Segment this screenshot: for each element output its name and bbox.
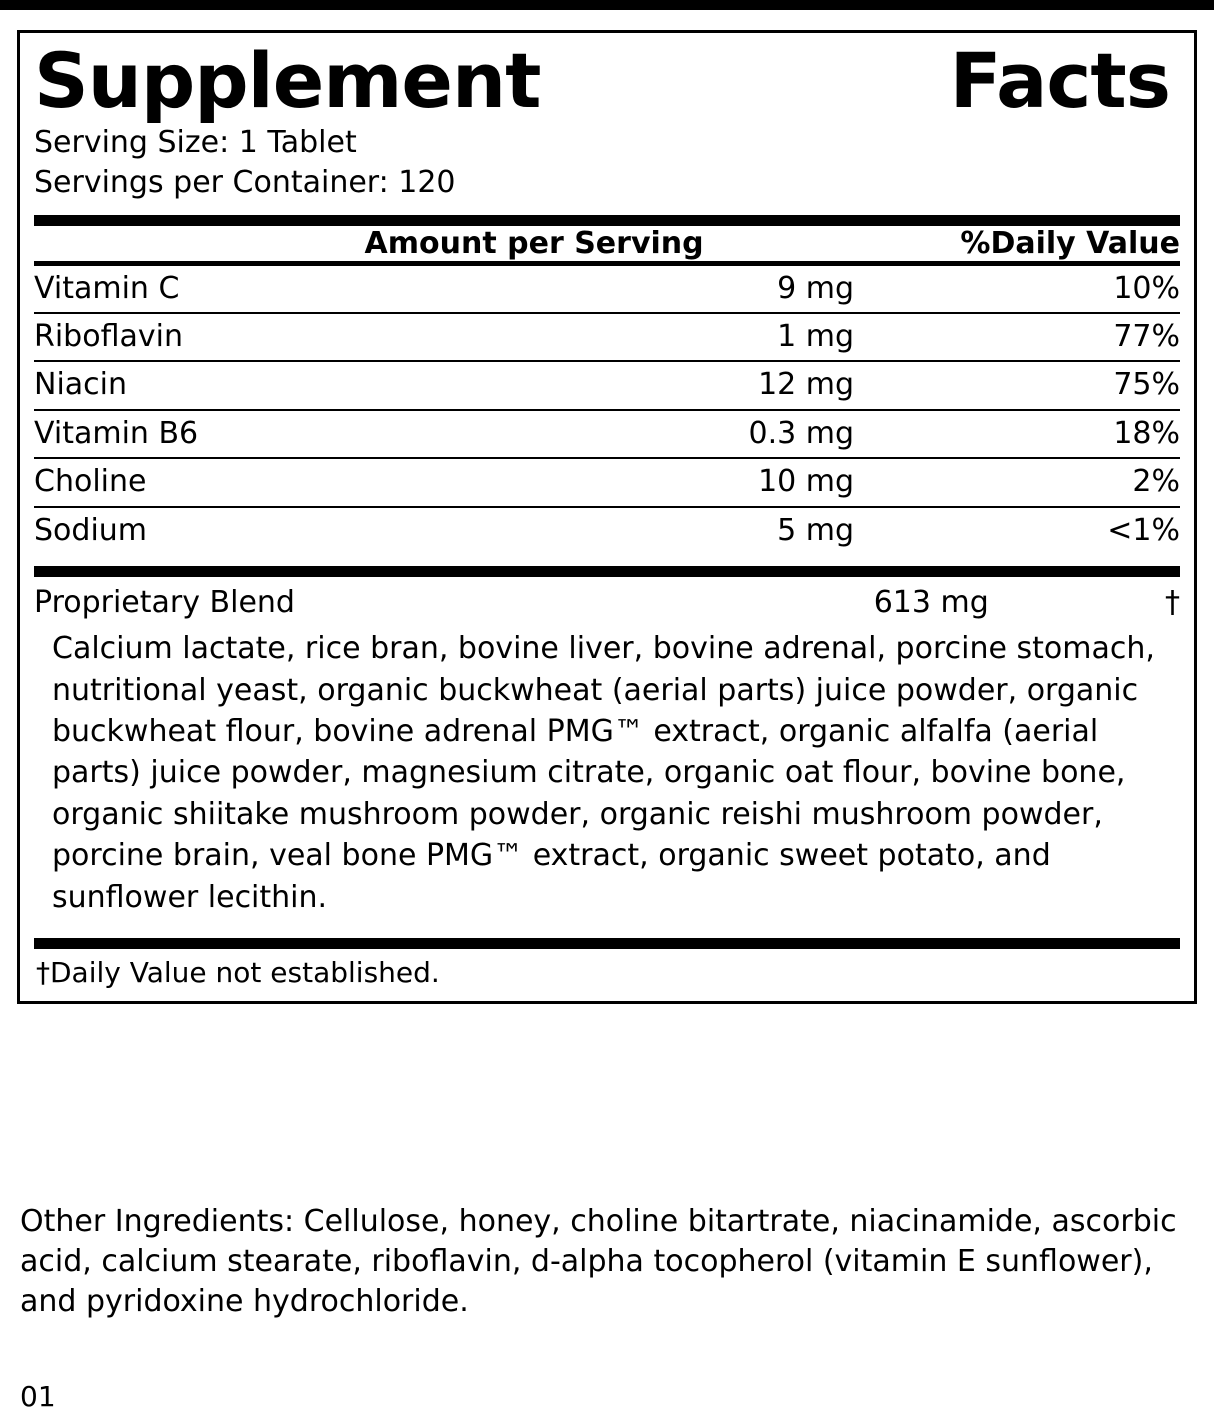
nutrient-name: Vitamin B6 <box>34 410 408 458</box>
revision-code: 01 <box>20 1380 56 1413</box>
blend-amount: 613 mg <box>873 584 989 620</box>
nutrient-name: Riboflavin <box>34 313 408 361</box>
table-row <box>34 410 1180 458</box>
divider-thick-top <box>34 215 1180 226</box>
nutrient-name: Sodium <box>34 512 148 548</box>
nutrient-daily-value: <1% <box>1107 512 1180 548</box>
servings-per-container: Servings per Container: 120 <box>34 164 456 200</box>
nutrient-daily-value: 10% <box>1014 266 1180 313</box>
blend-name: Proprietary Blend <box>34 584 295 620</box>
page-title-word-1: Supplement <box>34 36 541 125</box>
table-row <box>34 266 1180 313</box>
header-daily-value: %Daily Value <box>960 225 1180 261</box>
serving-size: Serving Size: 1 Tablet <box>34 124 357 160</box>
nutrient-daily-value: 2% <box>1014 458 1180 506</box>
divider-above-blend <box>34 566 1180 577</box>
page-title <box>34 36 1180 125</box>
nutrient-daily-value: 18% <box>1014 410 1180 458</box>
nutrient-amount: 10 mg <box>408 458 1014 506</box>
nutrient-daily-value: 77% <box>1014 313 1180 361</box>
blend-ingredients-list: Calcium lactate, rice bran, bovine liver, bovine adrenal, porcine stomach, nutritional yeast, organic buckwheat (aerial parts) juice powder, organic buckwheat flour, bovine adrenal PMG™ extract, organic alfalfa (aerial parts) juice powder, magnesium citrate, organic oat flour, bovine bone, organic shiitake mushroom powder, organic reishi mushroom powder, porcine brain, veal bone PMG™ extract, organic sweet potato, and sunflower lecithin. <box>52 631 1155 915</box>
nutrient-amount: 5 mg <box>777 512 855 548</box>
page-title-word-2: Facts <box>949 36 1170 125</box>
proprietary-blend-table <box>34 577 1180 626</box>
nutrient-daily-value: 75% <box>1014 361 1180 409</box>
nutrition-table <box>34 226 1180 261</box>
nutrient-name: Niacin <box>34 361 408 409</box>
table-row <box>34 313 1180 361</box>
table-row-blend <box>34 577 1180 626</box>
top-black-bar <box>0 0 1214 10</box>
header-amount-per-serving: Amount per Serving <box>364 225 704 261</box>
nutrient-name: Choline <box>34 458 408 506</box>
daily-value-footnote: †Daily Value not established. <box>36 956 440 990</box>
facts-panel <box>17 30 1197 1004</box>
table-row <box>34 458 1180 506</box>
nutrient-amount: 12 mg <box>408 361 1014 409</box>
blend-daily-value: † <box>1165 584 1180 620</box>
nutrient-amount: 1 mg <box>408 313 1014 361</box>
nutrient-amount: 0.3 mg <box>408 410 1014 458</box>
nutrient-amount: 9 mg <box>408 266 1014 313</box>
nutrient-rows-table <box>34 266 1180 554</box>
nutrient-name: Vitamin C <box>34 266 408 313</box>
table-row <box>34 361 1180 409</box>
table-row <box>34 507 1180 554</box>
other-ingredients: Other Ingredients: Cellulose, honey, choline bitartrate, niacinamide, ascorbic acid, calcium stearate, riboflavin, d-alpha tocopherol (vitamin E sunflower), and pyridoxine hydrochloride. <box>20 1204 1177 1319</box>
divider-below-blend <box>34 938 1180 949</box>
table-header-row <box>34 226 1180 261</box>
